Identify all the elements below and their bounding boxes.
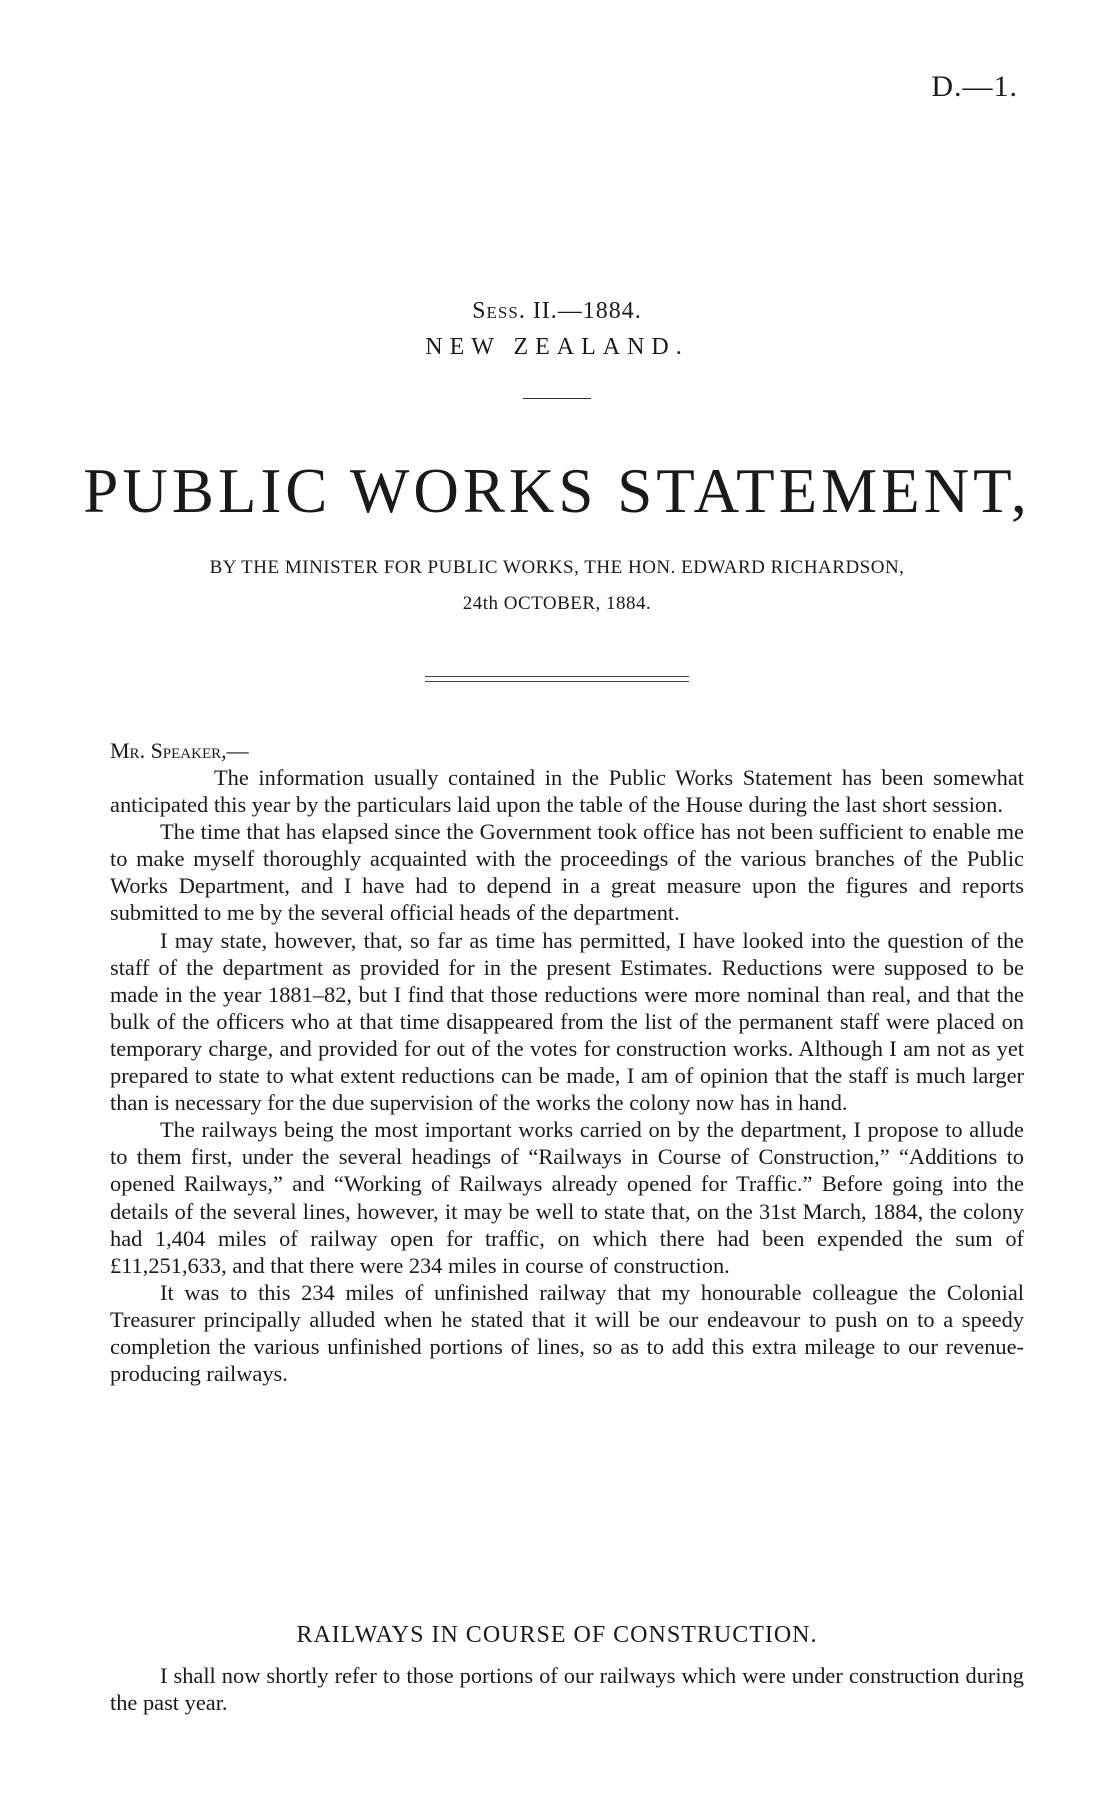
section-paragraph: I shall now shortly refer to those portions of our railways which were under construction during the past year. bbox=[110, 1663, 1024, 1716]
section-heading: RAILWAYS IN COURSE OF CONSTRUCTION. bbox=[296, 1622, 818, 1648]
double-rule-divider bbox=[425, 676, 689, 682]
title-byline: BY THE MINISTER FOR PUBLIC WORKS, THE HON. EDWARD RICHARDSON, bbox=[209, 557, 905, 578]
body-paragraph: The information usually contained in the Public Works Statement has been somewhat anticipated this year by the particulars laid upon the table of the House during the last short session. bbox=[110, 765, 1024, 818]
salutation: Mr. Speaker,— bbox=[110, 738, 249, 763]
statement-body bbox=[110, 764, 1024, 1387]
body-paragraph: It was to this 234 miles of unfinished railway that my honourable colleague the Colonial Treasurer principally alluded when he stated that it will be our endeavour to push on to a speedy completion the various unfinished portions of lines, so as to add this extra mileage to our revenue-producing railways. bbox=[110, 1279, 1024, 1387]
body-paragraph: I may state, however, that, so far as time has permitted, I have looked into the question of the staff of the department as provided for in the present Estimates. Reductions were supposed to be made in the year 1881–82, but I find that those reductions were more nominal than real, and that the bulk of the officers who at that time disappeared from the list of the permanent staff were placed on temporary charge, and provided for out of the votes for construction works. Although I am not as yet prepared to state to what extent reductions can be made, I am of opinion that the staff is much larger than is necessary for the due supervision of the works the colony now has in hand. bbox=[110, 927, 1024, 1116]
body-paragraph: The time that has elapsed since the Government took office has not been sufficient to enable me to make myself thoroughly acquainted with the proceedings of the various branches of the Public Works Department, and I have had to depend in a great measure upon the figures and reports submitted to me by the several official heads of the department. bbox=[110, 819, 1024, 926]
page-reference: D.—1. bbox=[931, 70, 1018, 103]
section-body bbox=[110, 1662, 1024, 1716]
session-line: Sess. II.—1884. bbox=[472, 298, 642, 324]
title-date: 24th OCTOBER, 1884. bbox=[462, 593, 652, 614]
document-title: PUBLIC WORKS STATEMENT, bbox=[83, 456, 1031, 526]
country-line: NEW ZEALAND. bbox=[425, 334, 689, 360]
short-rule-divider bbox=[523, 398, 591, 399]
body-paragraph: The railways being the most important works carried on by the department, I propose to allude to them first, under the several headings of “Railways in Course of Construction,” “Additions to opened Railways,” and “Working of Railways already opened for Traffic.” Before going into the details of the several lines, however, it may be well to state that, on the 31st March, 1884, the colony had 1,404 miles of railway open for traffic, on which there had been expended the sum of £11,251,633, and that there were 234 miles in course of construction. bbox=[110, 1117, 1024, 1278]
